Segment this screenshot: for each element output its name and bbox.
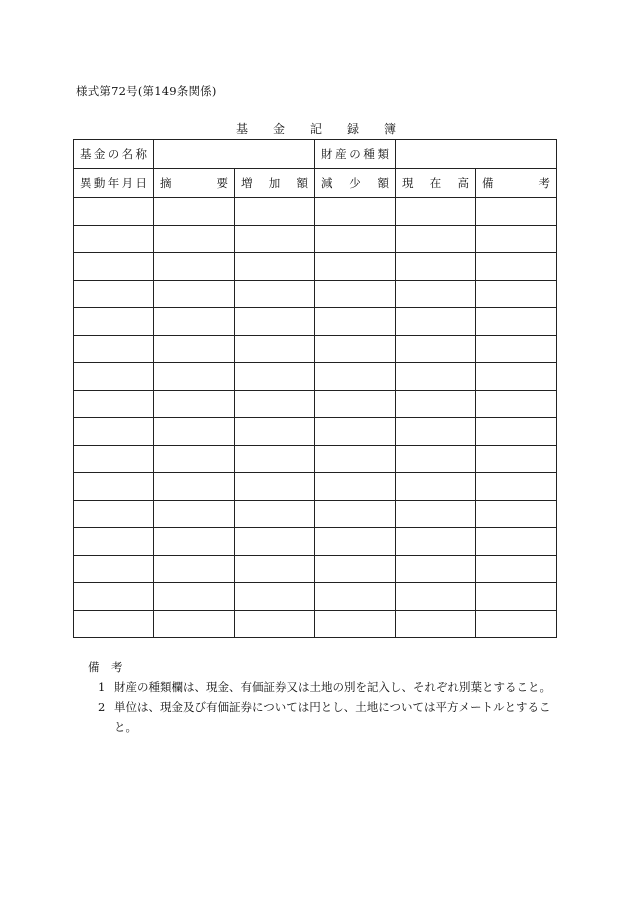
fund-name-label-char: 基 xyxy=(80,147,92,161)
table-row xyxy=(74,555,557,583)
cell-decrease-amount[interactable] xyxy=(315,555,396,583)
cell-increase-amount[interactable] xyxy=(235,555,315,583)
cell-remarks[interactable] xyxy=(476,335,557,363)
cell-remarks[interactable] xyxy=(476,583,557,611)
cell-current-balance[interactable] xyxy=(396,583,476,611)
cell-change-date[interactable] xyxy=(74,253,154,281)
remark-number: 2 xyxy=(98,700,106,714)
remarks-section xyxy=(88,657,558,737)
cell-decrease-amount[interactable] xyxy=(315,335,396,363)
cell-current-balance[interactable] xyxy=(396,445,476,473)
column-header-char: 考 xyxy=(538,176,550,190)
remarks-list xyxy=(88,677,558,737)
table-row xyxy=(74,500,557,528)
cell-current-balance[interactable] xyxy=(396,473,476,501)
cell-current-balance[interactable] xyxy=(396,253,476,281)
column-header-char: 要 xyxy=(216,176,228,190)
cell-change-date[interactable] xyxy=(74,198,154,226)
cell-current-balance[interactable] xyxy=(396,555,476,583)
remark-number: 1 xyxy=(98,680,106,694)
cell-change-date[interactable] xyxy=(74,363,154,391)
cell-change-date[interactable] xyxy=(74,500,154,528)
form-title xyxy=(236,120,396,137)
remarks-heading: 備 考 xyxy=(88,660,123,674)
cell-description[interactable] xyxy=(154,418,235,446)
cell-increase-amount[interactable] xyxy=(235,198,315,226)
cell-increase-amount[interactable] xyxy=(235,390,315,418)
property-type-label xyxy=(315,140,396,169)
cell-increase-amount[interactable] xyxy=(235,225,315,253)
cell-decrease-amount[interactable] xyxy=(315,610,396,638)
table-row xyxy=(74,225,557,253)
cell-change-date[interactable] xyxy=(74,390,154,418)
table-row xyxy=(74,308,557,336)
cell-current-balance[interactable] xyxy=(396,308,476,336)
cell-change-date[interactable] xyxy=(74,308,154,336)
cell-decrease-amount[interactable] xyxy=(315,280,396,308)
column-header-remarks xyxy=(476,169,557,198)
column-header-char: 年 xyxy=(107,176,120,190)
property-type-field[interactable] xyxy=(396,140,557,169)
column-header-char: 摘 xyxy=(160,176,172,190)
column-header-char: 減 xyxy=(321,176,333,190)
cell-decrease-amount[interactable] xyxy=(315,583,396,611)
cell-increase-amount[interactable] xyxy=(235,308,315,336)
table-row xyxy=(74,280,557,308)
table-row xyxy=(74,473,557,501)
cell-remarks[interactable] xyxy=(476,445,557,473)
column-header-char: 月 xyxy=(121,176,134,190)
remark-item xyxy=(88,697,558,737)
cell-current-balance[interactable] xyxy=(396,418,476,446)
cell-description[interactable] xyxy=(154,445,235,473)
table-row xyxy=(74,363,557,391)
cell-description[interactable] xyxy=(154,555,235,583)
fund-record-table xyxy=(73,139,557,638)
column-header-row xyxy=(74,169,557,198)
title-char: 記 xyxy=(309,122,322,136)
cell-remarks[interactable] xyxy=(476,528,557,556)
cell-decrease-amount[interactable] xyxy=(315,390,396,418)
column-header-char: 額 xyxy=(377,176,389,190)
fund-name-label-char: 称 xyxy=(135,147,147,161)
cell-change-date[interactable] xyxy=(74,418,154,446)
column-header-char: 高 xyxy=(457,176,469,190)
cell-decrease-amount[interactable] xyxy=(315,445,396,473)
property-type-label-char: 財 xyxy=(321,147,333,161)
cell-description[interactable] xyxy=(154,500,235,528)
cell-increase-amount[interactable] xyxy=(235,363,315,391)
cell-current-balance[interactable] xyxy=(396,363,476,391)
cell-description[interactable] xyxy=(154,473,235,501)
property-type-label-char: 産 xyxy=(335,147,347,161)
table-row xyxy=(74,335,557,363)
cell-decrease-amount[interactable] xyxy=(315,198,396,226)
cell-remarks[interactable] xyxy=(476,363,557,391)
column-header-decrease-amount xyxy=(315,169,396,198)
cell-remarks[interactable] xyxy=(476,198,557,226)
cell-change-date[interactable] xyxy=(74,445,154,473)
title-char: 簿 xyxy=(383,122,396,136)
cell-decrease-amount[interactable] xyxy=(315,308,396,336)
column-header-description xyxy=(154,169,235,198)
cell-increase-amount[interactable] xyxy=(235,445,315,473)
cell-current-balance[interactable] xyxy=(396,390,476,418)
fund-name-label xyxy=(74,140,154,169)
cell-change-date[interactable] xyxy=(74,555,154,583)
cell-description[interactable] xyxy=(154,308,235,336)
cell-decrease-amount[interactable] xyxy=(315,225,396,253)
cell-change-date[interactable] xyxy=(74,528,154,556)
fund-name-label-char: の xyxy=(107,147,120,161)
title-char: 金 xyxy=(272,122,285,136)
cell-decrease-amount[interactable] xyxy=(315,418,396,446)
cell-description[interactable] xyxy=(154,198,235,226)
table-row xyxy=(74,610,557,638)
cell-remarks[interactable] xyxy=(476,280,557,308)
cell-current-balance[interactable] xyxy=(396,528,476,556)
cell-description[interactable] xyxy=(154,363,235,391)
cell-increase-amount[interactable] xyxy=(235,473,315,501)
cell-remarks[interactable] xyxy=(476,390,557,418)
table-row xyxy=(74,418,557,446)
property-type-label-char: の xyxy=(349,147,361,161)
column-header-char: 少 xyxy=(349,176,361,190)
cell-remarks[interactable] xyxy=(476,473,557,501)
fund-name-field[interactable] xyxy=(154,140,315,169)
table-row xyxy=(74,390,557,418)
column-header-char: 備 xyxy=(482,176,494,190)
cell-change-date[interactable] xyxy=(74,473,154,501)
cell-current-balance[interactable] xyxy=(396,198,476,226)
cell-decrease-amount[interactable] xyxy=(315,528,396,556)
cell-decrease-amount[interactable] xyxy=(315,500,396,528)
title-char: 録 xyxy=(346,122,359,136)
cell-increase-amount[interactable] xyxy=(235,253,315,281)
column-header-char: 日 xyxy=(135,176,147,190)
cell-remarks[interactable] xyxy=(476,418,557,446)
cell-description[interactable] xyxy=(154,335,235,363)
cell-increase-amount[interactable] xyxy=(235,280,315,308)
cell-increase-amount[interactable] xyxy=(235,500,315,528)
cell-description[interactable] xyxy=(154,253,235,281)
cell-remarks[interactable] xyxy=(476,610,557,638)
column-header-change-date xyxy=(74,169,154,198)
cell-remarks[interactable] xyxy=(476,500,557,528)
cell-description[interactable] xyxy=(154,280,235,308)
table-row xyxy=(74,528,557,556)
cell-remarks[interactable] xyxy=(476,253,557,281)
cell-change-date[interactable] xyxy=(74,583,154,611)
cell-remarks[interactable] xyxy=(476,308,557,336)
property-type-label-char: 類 xyxy=(377,147,389,161)
cell-description[interactable] xyxy=(154,610,235,638)
cell-change-date[interactable] xyxy=(74,225,154,253)
cell-increase-amount[interactable] xyxy=(235,610,315,638)
column-header-char: 異 xyxy=(80,176,92,190)
column-header-char: 現 xyxy=(402,176,414,190)
remark-text: 財産の種類欄は、現金、有価証券又は土地の別を記入し、それぞれ別葉とすること。 xyxy=(114,680,551,694)
cell-change-date[interactable] xyxy=(74,335,154,363)
cell-description[interactable] xyxy=(154,583,235,611)
cell-current-balance[interactable] xyxy=(396,280,476,308)
table-row xyxy=(74,253,557,281)
column-header-increase-amount xyxy=(235,169,315,198)
cell-increase-amount[interactable] xyxy=(235,418,315,446)
cell-increase-amount[interactable] xyxy=(235,583,315,611)
cell-description[interactable] xyxy=(154,528,235,556)
cell-current-balance[interactable] xyxy=(396,225,476,253)
cell-change-date[interactable] xyxy=(74,610,154,638)
table-row xyxy=(74,445,557,473)
fund-name-label-char: 金 xyxy=(93,147,106,161)
column-header-char: 増 xyxy=(241,176,253,190)
cell-decrease-amount[interactable] xyxy=(315,253,396,281)
table-row xyxy=(74,583,557,611)
form-number: 様式第72号(第149条関係) xyxy=(76,84,217,98)
cell-description[interactable] xyxy=(154,225,235,253)
cell-current-balance[interactable] xyxy=(396,500,476,528)
table-row xyxy=(74,198,557,226)
column-header-char: 額 xyxy=(296,176,308,190)
remark-text: 単位は、現金及び有価証券については円とし、土地については平方メートルとすること。 xyxy=(114,700,551,734)
title-char: 基 xyxy=(236,122,249,136)
cell-increase-amount[interactable] xyxy=(235,335,315,363)
column-header-char: 加 xyxy=(268,176,281,190)
property-type-label-char: 種 xyxy=(363,147,375,161)
cell-decrease-amount[interactable] xyxy=(315,363,396,391)
cell-current-balance[interactable] xyxy=(396,335,476,363)
fund-name-label-char: 名 xyxy=(121,147,134,161)
cell-remarks[interactable] xyxy=(476,225,557,253)
cell-increase-amount[interactable] xyxy=(235,528,315,556)
column-header-char: 動 xyxy=(93,176,106,190)
cell-decrease-amount[interactable] xyxy=(315,473,396,501)
column-header-current-balance xyxy=(396,169,476,198)
cell-description[interactable] xyxy=(154,390,235,418)
cell-change-date[interactable] xyxy=(74,280,154,308)
fund-info-row xyxy=(74,140,557,169)
cell-current-balance[interactable] xyxy=(396,610,476,638)
column-header-char: 在 xyxy=(429,176,442,190)
cell-remarks[interactable] xyxy=(476,555,557,583)
remark-item xyxy=(88,677,558,697)
